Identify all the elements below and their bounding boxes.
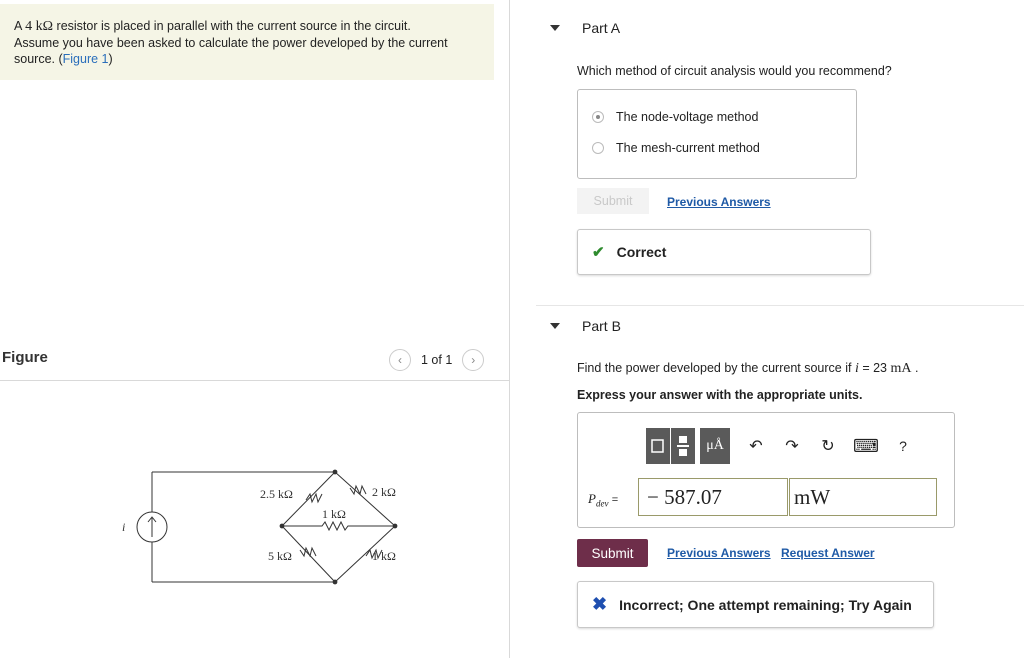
part-a-feedback-text: Correct — [616, 244, 667, 260]
figure-count: 1 of 1 — [421, 353, 453, 367]
request-answer-link[interactable]: Request Answer — [781, 546, 875, 560]
problem-line2: Assume you have been asked to calculate the power developed by the current — [14, 36, 448, 50]
collapse-triangle-icon — [550, 25, 560, 31]
problem-statement — [0, 4, 494, 80]
answer-label-sub: dev — [595, 498, 609, 509]
part-b-feedback-text: Incorrect; One attempt remaining; Try Again — [619, 596, 912, 613]
part-b-instruction: Express your answer with the appropriate units. — [577, 388, 863, 402]
label-2-5k: 2.5 kΩ — [260, 487, 293, 501]
problem-line1: resistor is placed in parallel with the current source in the circuit. — [56, 19, 411, 33]
part-b-submit-button[interactable]: Submit — [577, 539, 648, 567]
node-top — [333, 470, 338, 475]
figure-navigation — [389, 349, 484, 371]
part-b-previous-answers-link[interactable]: Previous Answers — [667, 546, 771, 560]
template-square-icon — [651, 437, 665, 455]
figure-link[interactable]: Figure 1 — [62, 52, 109, 66]
part-b-header[interactable] — [536, 305, 1024, 345]
chevron-left-icon[interactable]: ‹ — [389, 349, 411, 371]
problem-panel — [0, 0, 510, 658]
answer-label-main: P — [588, 491, 596, 506]
problem-prefix: A — [14, 19, 22, 33]
circuit-diagram — [110, 460, 440, 590]
chevron-right-icon[interactable]: › — [462, 349, 484, 371]
node-right — [393, 524, 398, 529]
resistor-top-left-zigzag — [306, 494, 322, 502]
part-a-feedback — [577, 229, 871, 275]
label-5k: 5 kΩ — [268, 549, 292, 563]
label-1k-bottom: 1 kΩ — [372, 549, 396, 563]
part-b-unit: mA — [890, 361, 912, 376]
resistor-middle-zigzag — [282, 522, 395, 530]
answer-unit-input[interactable]: mW — [789, 478, 937, 516]
templates-icon[interactable] — [646, 428, 670, 464]
cross-icon: ✖ — [592, 594, 608, 614]
fraction-icon[interactable] — [671, 428, 695, 464]
part-a-previous-answers-link[interactable]: Previous Answers — [667, 195, 771, 209]
part-a-header[interactable] — [536, 8, 1024, 48]
part-a-choices — [577, 89, 857, 179]
problem-line3-prefix: source. ( — [14, 52, 63, 66]
label-2k: 2 kΩ — [372, 485, 396, 499]
figure-divider — [0, 380, 509, 381]
part-b-question — [577, 361, 918, 377]
resistor-bottom-left-zigzag — [300, 548, 316, 556]
part-b-feedback — [577, 581, 934, 628]
units-icon[interactable]: μÅ — [700, 428, 730, 464]
source-label: i — [122, 520, 126, 534]
part-b-question-prefix: Find the power developed by the current source if — [577, 361, 852, 375]
keyboard-icon[interactable]: ⌨ — [853, 435, 879, 456]
figure-heading: Figure — [2, 349, 48, 366]
part-a-question: Which method of circuit analysis would you recommend? — [577, 64, 892, 78]
collapse-triangle-icon — [550, 323, 560, 329]
problem-resistance: 4 kΩ — [25, 19, 54, 34]
part-a-title: Part A — [582, 20, 621, 36]
choice-mesh-current[interactable] — [592, 141, 760, 155]
answer-box — [577, 412, 955, 528]
node-left — [280, 524, 285, 529]
answer-value-input[interactable]: − 587.07 — [638, 478, 788, 516]
part-b-value: = 23 — [862, 361, 888, 375]
problem-line3-suffix: ) — [108, 52, 113, 66]
choice-label: The mesh-current method — [616, 141, 760, 155]
checkmark-icon: ✔ — [592, 244, 605, 261]
undo-icon[interactable]: ↶ — [749, 438, 763, 455]
answer-label-eq: = — [611, 494, 619, 506]
part-a-submit-button[interactable]: Submit — [577, 188, 649, 214]
answer-label — [588, 491, 618, 509]
fraction-glyph-icon — [676, 434, 690, 458]
radio-selected-icon[interactable] — [592, 111, 604, 123]
choice-node-voltage[interactable] — [592, 110, 758, 124]
reset-icon[interactable]: ↻ — [821, 438, 835, 455]
redo-icon[interactable]: ↷ — [785, 438, 799, 455]
part-b-variable: i — [854, 361, 859, 376]
part-b-title: Part B — [582, 317, 621, 334]
help-icon[interactable]: ? — [899, 438, 907, 454]
questions-panel — [536, 0, 1024, 658]
node-bottom — [333, 580, 338, 585]
label-1k-middle: 1 kΩ — [322, 507, 346, 521]
radio-unselected-icon[interactable] — [592, 142, 604, 154]
choice-label: The node-voltage method — [616, 110, 759, 124]
part-b-question-suffix: . — [914, 361, 919, 375]
math-toolbar — [646, 428, 931, 464]
